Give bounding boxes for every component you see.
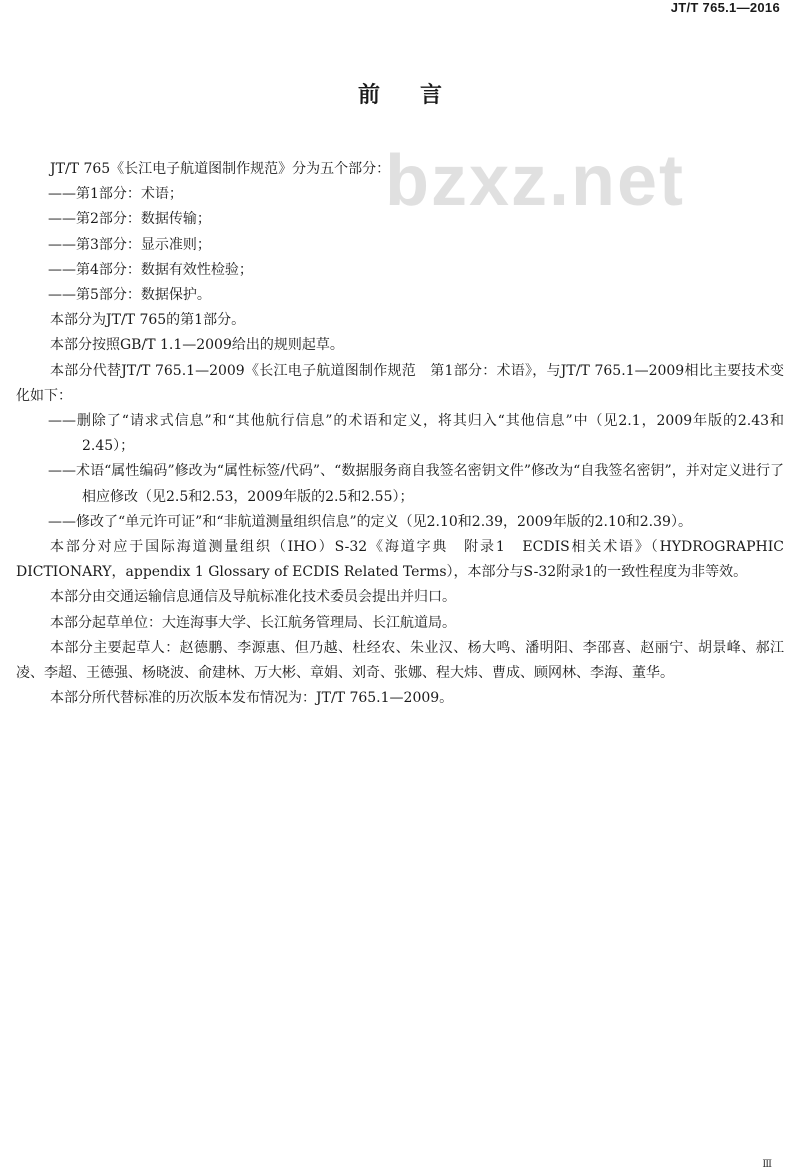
paragraph-drafting-rules: 本部分按照GB/T 1.1—2009给出的规则起草。 bbox=[50, 337, 344, 354]
list-item-part-4: ——第4部分：数据有效性检验； bbox=[48, 261, 253, 278]
list-item-change-3: ——修改了“单元许可证”和“非航道测量组织信息”的定义（见2.10和2.39，2009年版的2.10和2.39）。 bbox=[48, 513, 692, 530]
list-item-change-2: ——术语“属性编码”修改为“属性标签/代码”、“数据服务商自我签名密钥文件”修改为“自我签名密钥”，并对定义进行了相应修改（见2.5和2.53，2009年版的2.5和2.55）； bbox=[48, 463, 784, 505]
paragraph-replaces: 本部分代替JT/T 765.1—2009《长江电子航道图制作规范 第1部分：术语》，与JT/T 765.1—2009相比主要技术变化如下： bbox=[16, 362, 784, 404]
paragraph-part-statement: 本部分为JT/T 765的第1部分。 bbox=[50, 312, 246, 329]
foreword-body bbox=[16, 157, 784, 711]
list-item-part-5: ——第5部分：数据保护。 bbox=[48, 287, 211, 304]
paragraph-drafting-units: 本部分起草单位：大连海事大学、长江航务管理局、长江航道局。 bbox=[50, 614, 456, 631]
paragraph-history: 本部分所代替标准的历次版本发布情况为：JT/T 765.1—2009。 bbox=[50, 690, 454, 707]
list-item-part-3: ——第3部分：显示准则； bbox=[48, 236, 211, 253]
page-number: Ⅲ bbox=[762, 1159, 772, 1170]
watermark: bzxz.net bbox=[385, 141, 686, 221]
list-item-change-1: ——删除了“请求式信息”和“其他航行信息”的术语和定义，将其归入“其他信息”中（见2.1，2009年版的2.43和2.45）； bbox=[48, 413, 784, 455]
page-title: 前言 bbox=[357, 82, 482, 108]
standard-code: JT/T 765.1—2016 bbox=[670, 0, 780, 15]
list-item-part-1: ——第1部分：术语； bbox=[48, 186, 183, 203]
paragraph-iho-correspondence: 本部分对应于国际海道测量组织（IHO）S-32《海道字典 附录1 ECDIS相关术语》（HYDROGRAPHIC DICTIONARY，appendix 1 Glossary of ECDIS Related Terms），本部分与S-32附录1的一致性程度为非等效。 bbox=[16, 539, 784, 581]
paragraph-proposed-by: 本部分由交通运输信息通信及导航标准化技术委员会提出并归口。 bbox=[50, 589, 456, 606]
paragraph-intro: JT/T 765《长江电子航道图制作规范》分为五个部分： bbox=[50, 161, 391, 177]
paragraph-drafters: 本部分主要起草人：赵德鹏、李源惠、但乃越、杜经农、朱业汉、杨大鸣、潘明阳、李邵喜、赵丽宁、胡景峰、郝江凌、李超、王德强、杨晓波、俞建林、万大彬、章娟、刘奇、张娜、程大炜、曹成、顾网林、李海、董华。 bbox=[16, 639, 784, 682]
list-item-part-2: ——第2部分：数据传输； bbox=[48, 211, 211, 228]
